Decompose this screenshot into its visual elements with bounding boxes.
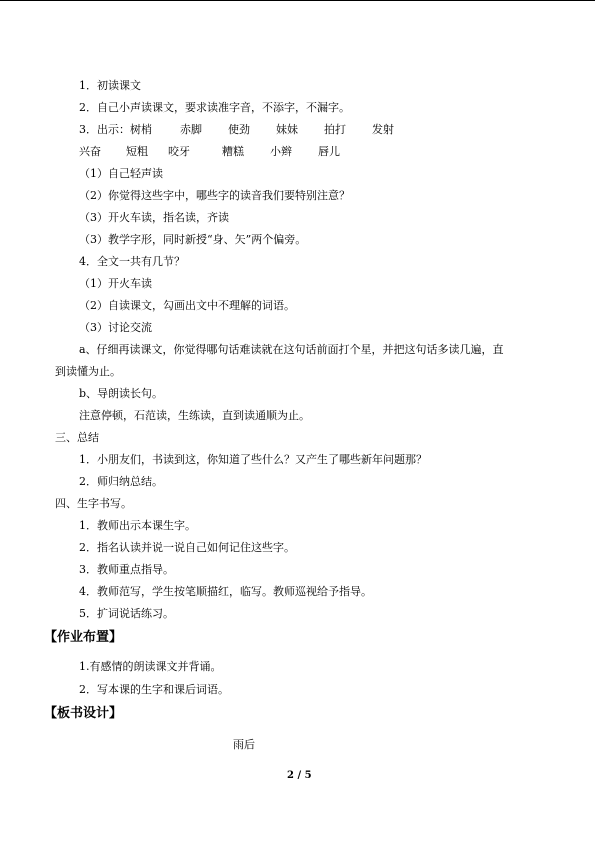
- text-line: 1．初读课文: [79, 79, 141, 92]
- text-line: 2．指名认读并说一说自己如何记住这些字。: [79, 541, 295, 554]
- text-line: （1）自己轻声读: [79, 167, 163, 180]
- text-line: 2．自己小声读课文，要求读准字音，不添字，不漏字。: [79, 101, 350, 114]
- text-line: （3）教学字形，同时新授“身、矢”两个偏旁。: [79, 233, 307, 246]
- text-line: 4．全文一共有几节？: [79, 255, 185, 268]
- text-line: a、仔细再读课文，你觉得哪句话难读就在这句话前面打个星，并把这句话多读几遍，直: [79, 343, 504, 356]
- text-line: 2．师归纳总结。: [79, 475, 163, 488]
- text-line: 到读懂为止。: [55, 365, 121, 378]
- top-rule: [0, 0, 595, 1]
- word-item: 糟糕: [222, 145, 244, 158]
- text-line: 1．小朋友们，书读到这，你知道了些什么？又产生了哪些新年问题那？: [79, 453, 427, 466]
- text-line: 1．教师出示本课生字。: [79, 519, 196, 532]
- word-item: 兴奋: [79, 145, 101, 158]
- text-line: （3）开火车读，指名读，齐读: [79, 211, 229, 224]
- word-item: 赤脚: [180, 123, 202, 136]
- page-number: 2 / 5: [287, 770, 312, 781]
- text-line: 1.有感情的朗读课文并背诵。: [79, 660, 222, 673]
- board-title: 雨后: [233, 738, 255, 751]
- word-item: 短粗: [126, 145, 148, 158]
- text-line: （1）开火车读: [79, 277, 152, 290]
- word-item: 发射: [372, 123, 394, 136]
- text-line: b、导朗读长句。: [79, 387, 164, 400]
- word-item: 拍打: [324, 123, 346, 136]
- text-line: 3．教师重点指导。: [79, 563, 174, 576]
- text-line: 5．扩词说话练习。: [79, 607, 174, 620]
- word-item: 妹妹: [276, 123, 298, 136]
- word-item: 树梢: [130, 123, 152, 136]
- text-line: 3．出示：: [79, 123, 130, 136]
- word-item: 小辫: [270, 145, 292, 158]
- text-line: （2）自读课文，勾画出文中不理解的词语。: [79, 299, 295, 312]
- section-title: 三、总结: [55, 431, 99, 444]
- text-line: 注意停顿，石范读，生练读，直到读通顺为止。: [79, 409, 310, 422]
- word-item: 咬牙: [168, 145, 190, 158]
- homework-heading: 【作业布置】: [44, 630, 123, 645]
- word-item: 唇儿: [318, 145, 340, 158]
- board-design-heading: 【板书设计】: [44, 706, 123, 721]
- text-line: （3）讨论交流: [79, 321, 152, 334]
- section-title: 四、生字书写。: [55, 497, 132, 510]
- text-line: 2．写本课的生字和课后词语。: [79, 683, 229, 696]
- word-item: 使劲: [228, 123, 250, 136]
- text-line: 4．教师范写，学生按笔顺描红，临写。教师巡视给予指导。: [79, 585, 372, 598]
- text-line: （2）你觉得这些字中，哪些字的读音我们要特别注意？: [79, 189, 350, 202]
